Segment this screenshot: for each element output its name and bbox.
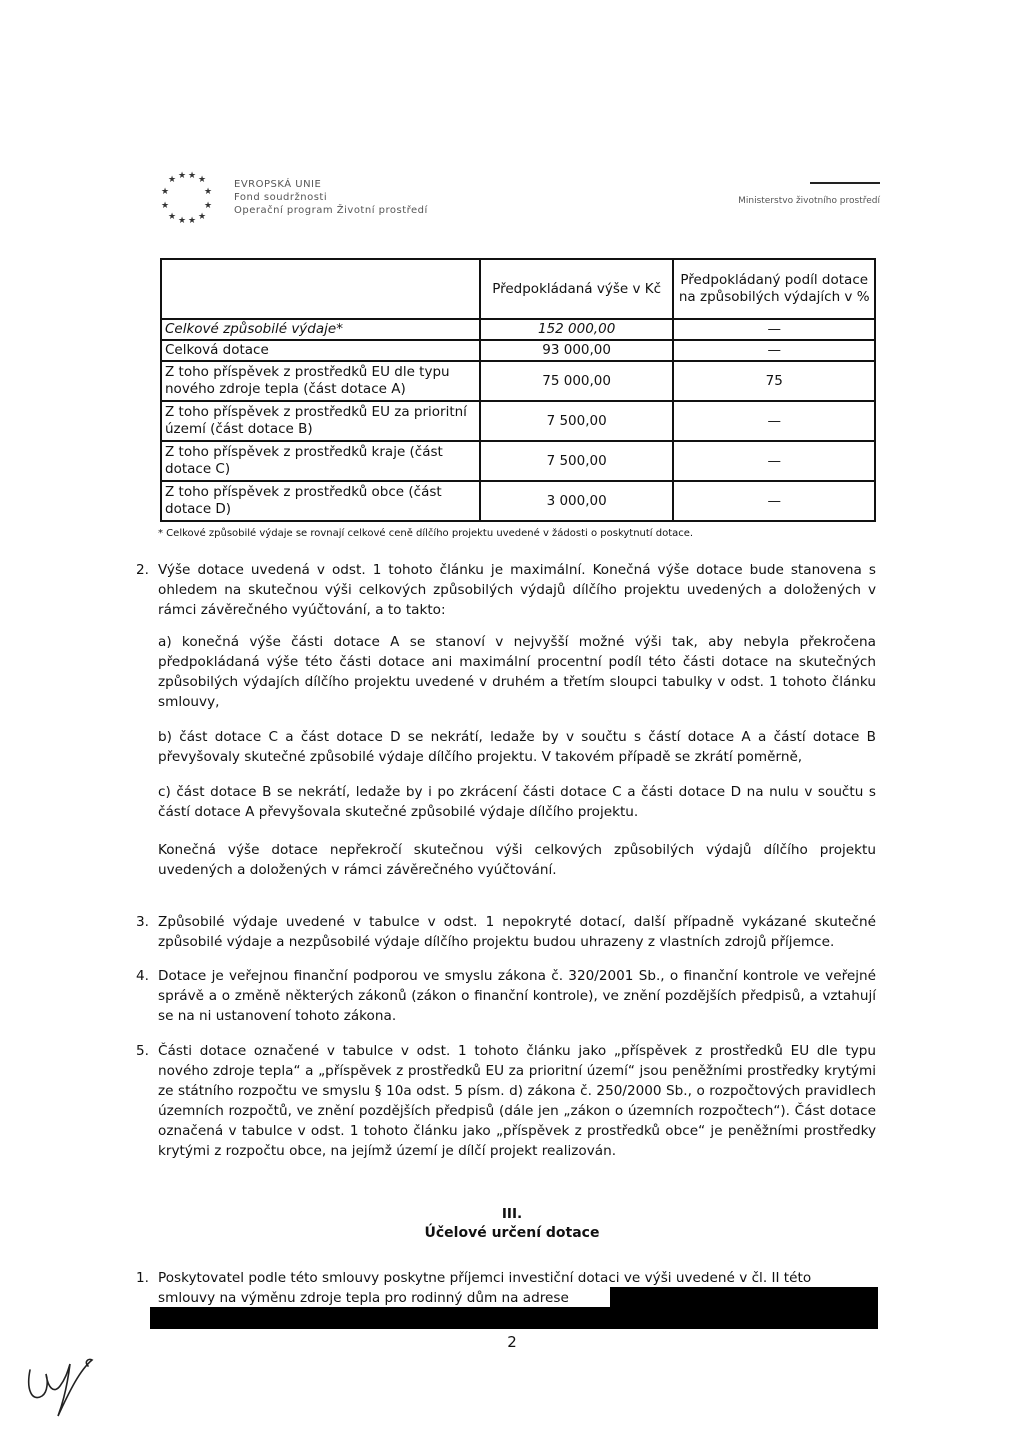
table-header-amount: Předpokládaná výše v Kč bbox=[480, 259, 674, 319]
header-ministry-logo-bar bbox=[810, 182, 880, 184]
paragraph-2-number: 2. bbox=[136, 562, 149, 578]
paragraph-2c: c) část dotace B se nekrátí, ledaže by i po zkrácení části dotace C a části dotace D na nulu v součtu s částí dotace A převyšovala skutečné způsobilé výdaje dílčího projektu. bbox=[158, 784, 876, 820]
table-cell-share: — bbox=[673, 441, 875, 481]
svg-text:★: ★ bbox=[188, 216, 197, 226]
paragraph-3: Způsobilé výdaje uvedené v tabulce v odst. 1 nepokryté dotací, další případně vykázané skutečné způsobilé výdaje a nezpůsobilé výdaje dílčího projektu budou uhrazeny z vlastních zdrojů příjemce. bbox=[158, 914, 876, 950]
table-cell-share: — bbox=[673, 340, 875, 361]
signature-initials-icon bbox=[18, 1340, 108, 1420]
table-row bbox=[161, 441, 875, 481]
svg-text:★: ★ bbox=[168, 175, 177, 185]
svg-text:★: ★ bbox=[198, 212, 207, 222]
redaction-bar bbox=[150, 1307, 878, 1329]
svg-text:★: ★ bbox=[204, 201, 213, 211]
paragraph-2: Výše dotace uvedená v odst. 1 tohoto článku je maximální. Konečná výše dotace bude stanovena s ohledem na skutečnou výši celkových způsobilých výdajů dílčího projektu uvedených a doložených v rámci závěrečného vyúčtování, a to takto: bbox=[158, 562, 876, 618]
section-number: III. bbox=[501, 1206, 523, 1222]
header-ministry-block bbox=[738, 182, 880, 206]
section-paragraph-1-line-2: smlouvy na výměnu zdroje tepla pro rodinný dům na adrese bbox=[158, 1290, 569, 1306]
header-line-1: EVROPSKÁ UNIE bbox=[234, 179, 322, 190]
table-cell-label: Celkové způsobilé výdaje* bbox=[161, 319, 480, 340]
page-number: 2 bbox=[507, 1333, 517, 1351]
table-cell-label: Z toho příspěvek z prostředků obce (část dotace D) bbox=[161, 481, 480, 521]
table-cell-label: Z toho příspěvek z prostředků EU dle typu nového zdroje tepla (část dotace A) bbox=[161, 361, 480, 401]
table-cell-share: — bbox=[673, 319, 875, 340]
table-cell-amount: 7 500,00 bbox=[480, 441, 674, 481]
table-row bbox=[161, 319, 875, 340]
paragraph-4: Dotace je veřejnou finanční podporou ve smyslu zákona č. 320/2001 Sb., o finanční kontrole ve veřejné správě a o změně některých zákonů (zákon o finanční kontrole), ve znění pozdějších předpisů, a vztahují se na ni ustanovení tohoto zákona. bbox=[158, 968, 876, 1024]
table-cell-amount: 75 000,00 bbox=[480, 361, 674, 401]
table-header-empty bbox=[161, 259, 480, 319]
table-header-share: Předpokládaný podíl dotace na způsobilých výdajích v % bbox=[673, 259, 875, 319]
table-cell-label: Celková dotace bbox=[161, 340, 480, 361]
section-paragraph-1-line-1: Poskytovatel podle této smlouvy poskytne příjemci investiční dotaci ve výši uvedené v čl. II této bbox=[158, 1270, 812, 1286]
paragraph-2b: b) část dotace C a část dotace D se nekrátí, ledaže by v součtu s částí dotace A a částí dotace B převyšovaly skutečné způsobilé výdaje dílčího projektu. V takovém případě se zkrátí poměrně, bbox=[158, 729, 876, 765]
svg-text:★: ★ bbox=[161, 201, 170, 211]
svg-text:★: ★ bbox=[161, 187, 170, 197]
header-eu-block bbox=[234, 178, 428, 217]
table-row bbox=[161, 401, 875, 441]
svg-text:★: ★ bbox=[188, 171, 197, 181]
svg-text:★: ★ bbox=[178, 171, 187, 181]
funding-table bbox=[160, 258, 876, 522]
header-ministry-text: Ministerstvo životního prostředí bbox=[738, 196, 880, 206]
table-row bbox=[161, 361, 875, 401]
table-header-row bbox=[161, 259, 875, 319]
paragraph-5-number: 5. bbox=[136, 1043, 149, 1059]
table-footnote: * Celkové způsobilé výdaje se rovnají celkové ceně dílčího projektu uvedené v žádosti o poskytnutí dotace. bbox=[158, 528, 694, 539]
table-cell-amount: 7 500,00 bbox=[480, 401, 674, 441]
paragraph-2a: a) konečná výše části dotace A se stanoví v nejvyšší možné výši tak, aby nebyla překročena předpokládaná výše této části dotace ani maximální procentní podíl této části dotace na skutečných způsobilých výdajích dílčího projektu uvedené v druhém a třetím sloupci tabulky v odst. 1 tohoto článku smlouvy, bbox=[158, 634, 876, 710]
table-cell-amount: 3 000,00 bbox=[480, 481, 674, 521]
paragraph-5: Části dotace označené v tabulce v odst. 1 tohoto článku jako „příspěvek z prostředků EU dle typu nového zdroje tepla“ a „příspěvek z prostředků EU za prioritní území“ jsou peněžními prostředky krytými ze státního rozpočtu ve smyslu § 10a odst. 5 písm. d) zákona č. 250/2000 Sb., o rozpočtových pravidlech územních rozpočtů, ve znění pozdějších předpisů (dále jen „zákon o územních rozpočtech“). Část dotace označená v tabulce v odst. 1 tohoto článku jako „příspěvek z prostředků obce“ je peněžními prostředky krytými z rozpočtu obce, na jejímž území je dílčí projekt realizován. bbox=[158, 1043, 876, 1159]
table-cell-label: Z toho příspěvek z prostředků kraje (část dotace C) bbox=[161, 441, 480, 481]
table-cell-amount: 93 000,00 bbox=[480, 340, 674, 361]
header-line-3: Operační program Životní prostředí bbox=[234, 205, 428, 216]
svg-text:★: ★ bbox=[178, 216, 187, 226]
table-cell-amount: 152 000,00 bbox=[480, 319, 674, 340]
paragraph-4-number: 4. bbox=[136, 968, 149, 984]
table-row bbox=[161, 481, 875, 521]
table-cell-share: 75 bbox=[673, 361, 875, 401]
paragraph-3-number: 3. bbox=[136, 914, 149, 930]
svg-text:★: ★ bbox=[204, 187, 213, 197]
table-cell-share: — bbox=[673, 401, 875, 441]
header-line-2: Fond soudržnosti bbox=[234, 192, 328, 203]
paragraph-2-final: Konečná výše dotace nepřekročí skutečnou výši celkových způsobilých výdajů dílčího projektu uvedených a doložených v rámci závěrečného vyúčtování. bbox=[158, 842, 876, 878]
table-cell-share: — bbox=[673, 481, 875, 521]
svg-text:★: ★ bbox=[168, 212, 177, 222]
eu-flag-stars-icon bbox=[150, 166, 220, 226]
table-cell-label: Z toho příspěvek z prostředků EU za prioritní území (část dotace B) bbox=[161, 401, 480, 441]
section-paragraph-1-number: 1. bbox=[136, 1270, 149, 1286]
section-title: Účelové určení dotace bbox=[424, 1225, 600, 1241]
redaction-bar bbox=[610, 1287, 878, 1307]
table-row bbox=[161, 340, 875, 361]
svg-text:★: ★ bbox=[198, 175, 207, 185]
